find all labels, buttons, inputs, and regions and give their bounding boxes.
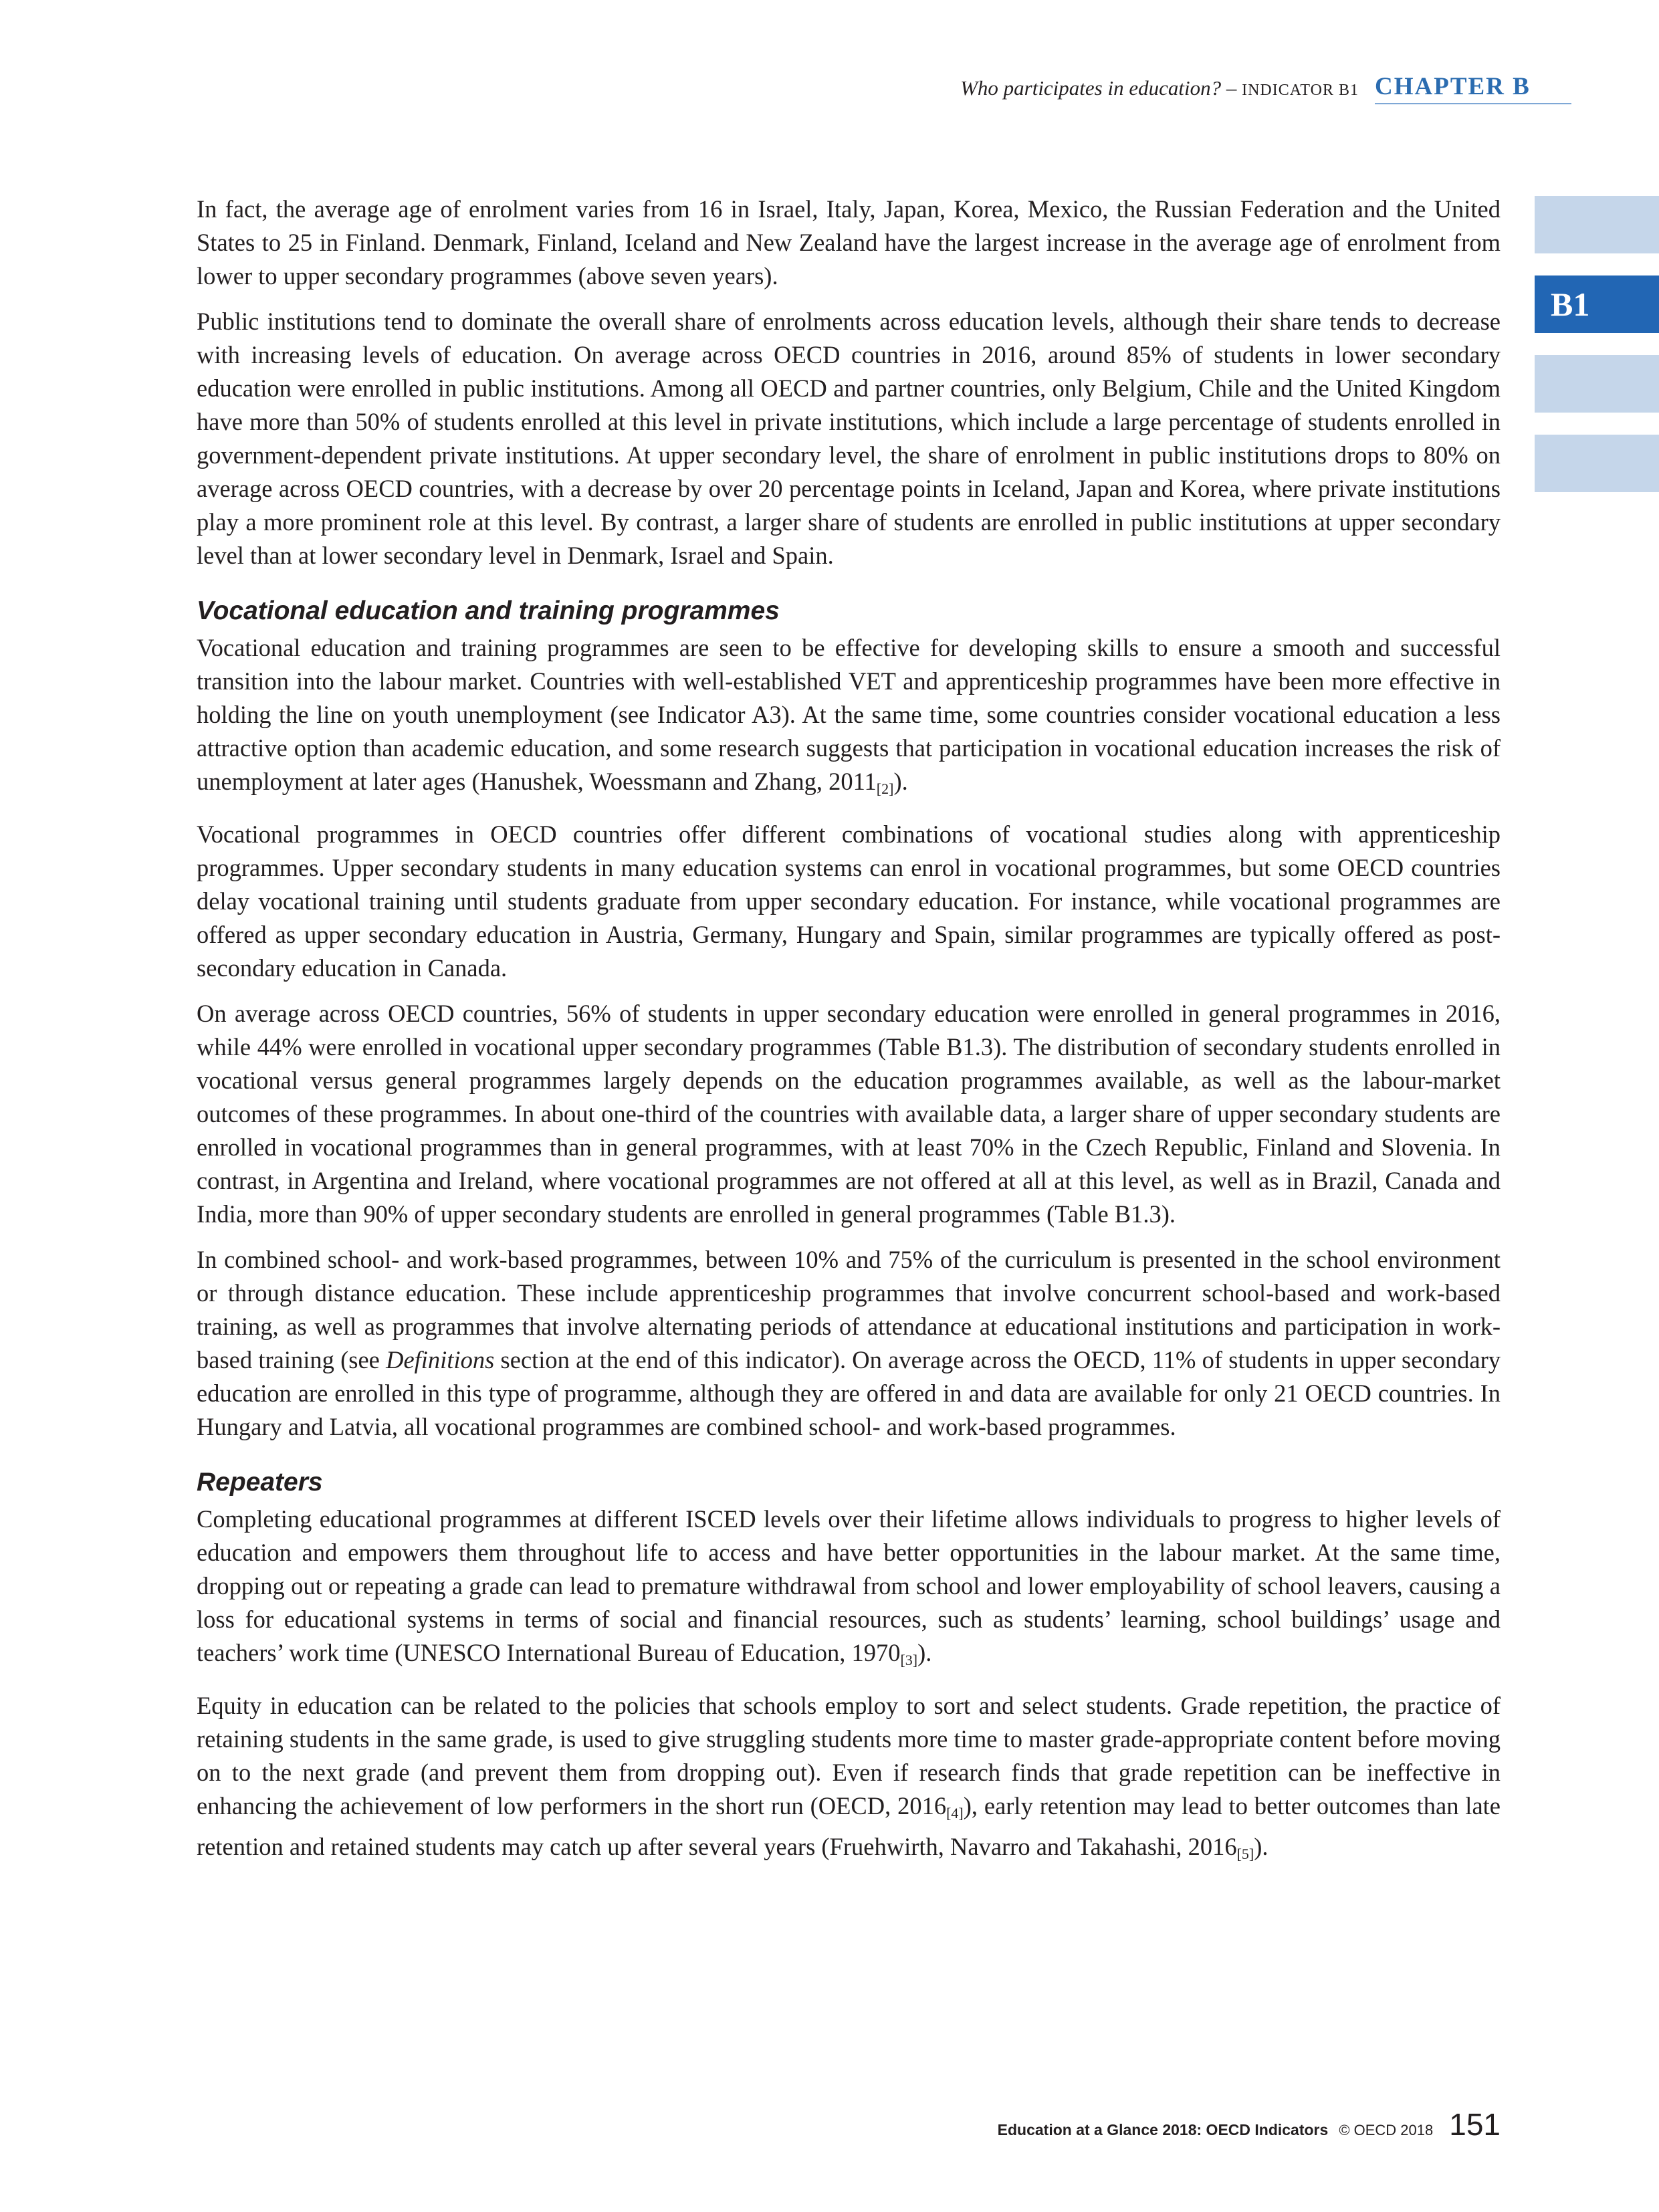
reference-marker: [4] (946, 1805, 964, 1821)
side-tab-blank (1535, 435, 1659, 492)
side-tabs (1535, 196, 1659, 514)
paragraph: Vocational education and training programmes are seen to be effective for developing skills to ensure a smooth and successful transition into the labour market. Countries with well-established VET and apprenticeship programmes have been more effective in holding the line on youth unemployment (see Indicator A3). At the same time, some countries consider vocational education a less attractive option than academic education, and some research suggests that participation in vocational education increases the risk of unemployment at later ages (Hanushek, Woessmann and Zhang, 2011[2]). (197, 634, 1501, 797)
paragraph: In fact, the average age of enrolment varies from 16 in Israel, Italy, Japan, Korea, Mexico, the Russian Federation and the United States to 25 in Finland. Denmark, Finland, Iceland and New Zealand have the largest increase in the average age of enrolment from lower to upper secondary programmes (above seven years). (197, 195, 1501, 290)
paragraph: In combined school- and work-based programmes, between 10% and 75% of the curriculum is presented in the school environment or through distance education. These include apprenticeship programmes that involve concurrent school-based and work-based training, as well as programmes that involve alternating periods of attendance at educational institutions and participation in work-based training (see Definitions section at the end of this indicator). On average across the OECD, 11% of students in upper secondary education are enrolled in this type of programme, although they are offered in and data are available for only 21 OECD countries. In Hungary and Latvia, all vocational programmes are combined school- and work-based programmes. (197, 1246, 1501, 1440)
reference-marker: [3] (900, 1652, 918, 1668)
copyright: © OECD 2018 (1339, 2122, 1434, 2138)
page-number: 151 (1449, 2107, 1501, 2142)
chapter-label: CHAPTER B (1375, 73, 1531, 100)
indicator-label: INDICATOR B1 (1242, 82, 1359, 99)
publication-title: Education at a Glance 2018: OECD Indicators (997, 2121, 1329, 2138)
section-heading: Repeaters (197, 1468, 323, 1497)
paragraph: On average across OECD countries, 56% of students in upper secondary education were enrolled in general programmes in 2016, while 44% were enrolled in vocational upper secondary programmes (Table B1.3). The distribution of secondary students enrolled in vocational versus general programmes largely depends on the education programmes available, as well as the labour-market outcomes of these programmes. In about one-third of the countries with available data, a larger share of upper secondary students are enrolled in vocational programmes than in general programmes, with at least 70% in the Czech Republic, Finland and Slovenia. In contrast, in Argentina and Ireland, where vocational programmes are not offered at all at this level, as well as in Brazil, Canada and India, more than 90% of upper secondary students are enrolled in general programmes (Table B1.3). (197, 1000, 1501, 1228)
side-tab-blank (1535, 196, 1659, 253)
emphasis: Definitions (386, 1346, 495, 1373)
paragraph: Completing educational programmes at different ISCED levels over their lifetime allows individuals to progress to higher levels of education and empowers them throughout life to access and have better opportunities in the labour market. At the same time, dropping out or repeating a grade can lead to premature withdrawal from school and lower employability of school leavers, causing a loss for educational systems in terms of social and financial resources, such as students’ learning, school buildings’ usage and teachers’ work time (UNESCO International Bureau of Education, 1970[3]). (197, 1505, 1501, 1668)
running-title: Who participates in education? – INDICATOR B1 (960, 76, 1359, 100)
header-rule (1375, 103, 1571, 104)
paragraph: Vocational programmes in OECD countries offer different combinations of vocational studies along with apprenticeship programmes. Upper secondary students in many education systems can enrol in vocational programmes, but some OECD countries delay vocational training until students graduate from upper secondary education. For instance, while vocational programmes are offered as upper secondary education in Austria, Germany, Hungary and Spain, similar programmes are typically offered as post-secondary education in Canada. (197, 820, 1501, 982)
reference-marker: [5] (1236, 1846, 1254, 1862)
paragraph: Public institutions tend to dominate the overall share of enrolments across education levels, although their share tends to decrease with increasing levels of education. On average across OECD countries in 2016, around 85% of students in lower secondary education were enrolled in public institutions. Among all OECD and partner countries, only Belgium, Chile and the United Kingdom have more than 50% of students enrolled at this level in private institutions, which include a large percentage of students enrolled in government-dependent private institutions. At upper secondary level, the share of enrolment in public institutions drops to 80% on average across OECD countries, with a decrease by over 20 percentage points in Iceland, Japan and Korea, where private institutions play a more prominent role at this level. By contrast, a larger share of students are enrolled in public institutions at upper secondary level than at lower secondary level in Denmark, Israel and Spain. (197, 308, 1501, 569)
body-text (197, 193, 1501, 1883)
paragraph: Equity in education can be related to the policies that schools employ to sort and select students. Grade repetition, the practice of retaining students in the same grade, is used to give struggling students more time to master grade-appropriate content before moving on to the next grade (and prevent them from dropping out). Even if research finds that grade repetition can be ineffective in enhancing the achievement of low performers in the short run (OECD, 2016[4]), early retention may lead to better outcomes than late retention and retained students may catch up after several years (Fruehwirth, Navarro and Takahashi, 2016[5]). (197, 1692, 1501, 1862)
section-heading: Vocational education and training programmes (197, 596, 780, 625)
page-footer (736, 2106, 1501, 2146)
reference-marker: [2] (876, 780, 894, 797)
running-header (736, 72, 1538, 106)
side-tab-blank (1535, 355, 1659, 413)
side-tab-b1: B1 (1535, 275, 1659, 333)
